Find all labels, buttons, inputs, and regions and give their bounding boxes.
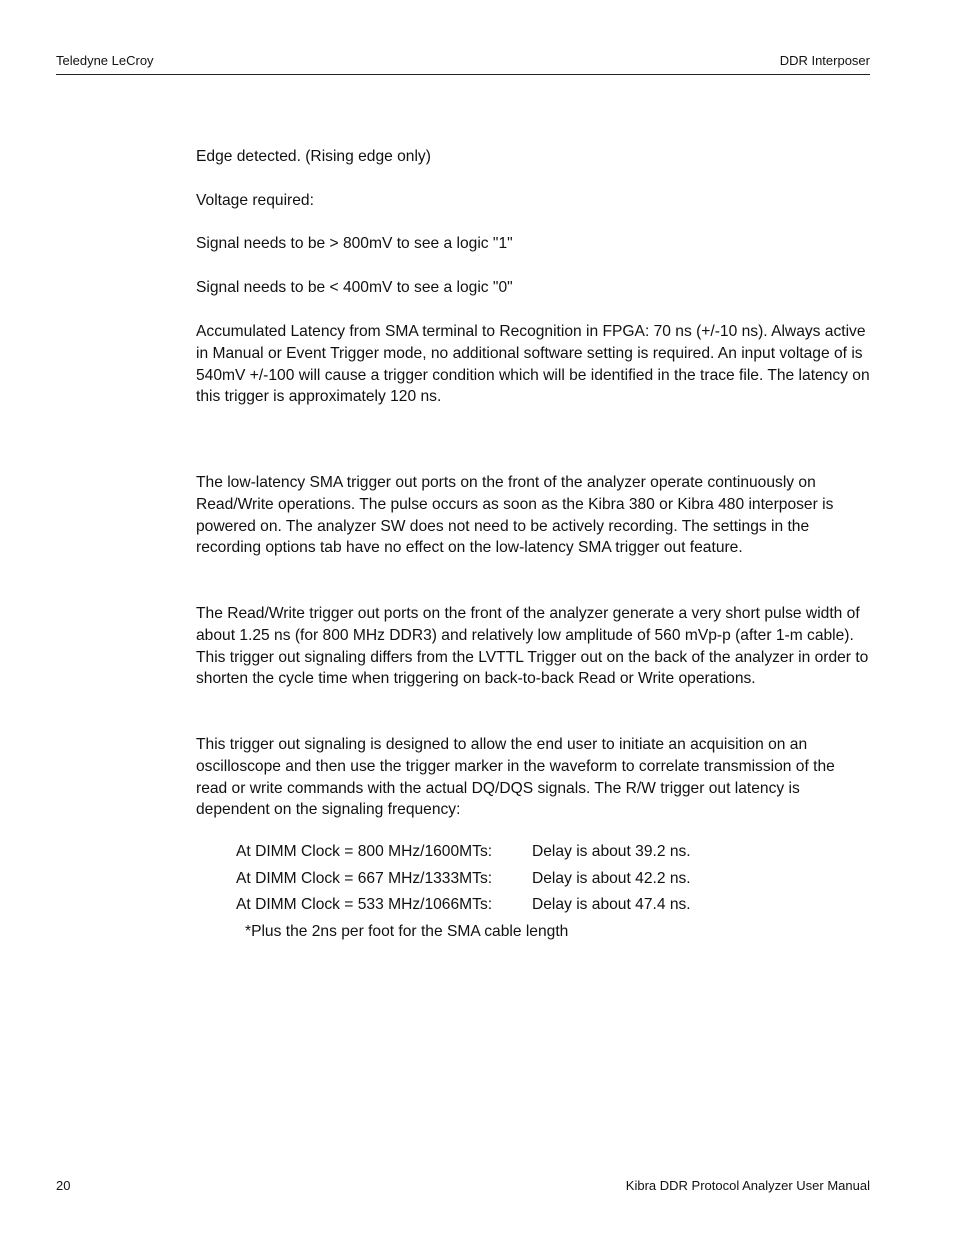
latency-paragraph: Accumulated Latency from SMA terminal to Recognition in FPGA: 70 ns (+/-10 ns). Always active in Manual or Event Trigger mode, no additional software setting is required. An input voltage of is 540mV +/-100 will cause a trigger condition which will be identified in the trace file. The latency on this trigger is approximately 120 ns. xyxy=(196,323,870,406)
page-number: 20 xyxy=(56,1178,71,1193)
delay-cell: Delay is about 39.2 ns. xyxy=(532,843,691,860)
page-footer xyxy=(56,1178,870,1193)
clock-cell: At DIMM Clock = 533 MHz/1066MTs: xyxy=(236,896,493,913)
cable-length-note: *Plus the 2ns per foot for the SMA cable length xyxy=(245,923,569,940)
rw-trigger-paragraph: The Read/Write trigger out ports on the front of the analyzer generate a very short pulse width of about 1.25 ns (for 800 MHz DDR3) and relatively low amplitude of 560 mVp-p (after 1-m cable). This trigger out signaling differs from the LVTTL Trigger out on the back of the analyzer in order to shorten the cycle time when triggering on back-to-back Read or Write operations. xyxy=(196,605,869,688)
clock-cell: At DIMM Clock = 667 MHz/1333MTs: xyxy=(236,870,493,887)
voltage-required-text: Voltage required: xyxy=(196,192,314,209)
edge-detected-text: Edge detected. (Rising edge only) xyxy=(196,148,431,165)
design-paragraph: This trigger out signaling is designed to allow the end user to initiate an acquisition on an oscilloscope and then use the trigger marker in the waveform to correlate transmission of the read or write commands with the actual DQ/DQS signals. The R/W trigger out latency is dependent on the signaling frequency: xyxy=(196,736,835,819)
page-header xyxy=(56,53,870,68)
delay-cell: Delay is about 47.4 ns. xyxy=(532,896,691,913)
header-company: Teledyne LeCroy xyxy=(56,53,154,68)
header-divider xyxy=(56,74,870,75)
manual-title: Kibra DDR Protocol Analyzer User Manual xyxy=(625,1178,870,1193)
header-section: DDR Interposer xyxy=(779,53,870,68)
logic-one-text: Signal needs to be > 800mV to see a logic "1" xyxy=(196,235,513,252)
delay-cell: Delay is about 42.2 ns. xyxy=(532,870,691,887)
sma-trigger-paragraph: The low-latency SMA trigger out ports on the front of the analyzer operate continuously on Read/Write operations. The pulse occurs as soon as the Kibra 380 or Kibra 480 interposer is powered on. The analyzer SW does not need to be actively recording. The settings in the recording options tab have no effect on the low-latency SMA trigger out feature. xyxy=(196,474,834,557)
logic-zero-text: Signal needs to be < 400mV to see a logic "0" xyxy=(196,279,513,296)
clock-cell: At DIMM Clock = 800 MHz/1600MTs: xyxy=(236,843,493,860)
